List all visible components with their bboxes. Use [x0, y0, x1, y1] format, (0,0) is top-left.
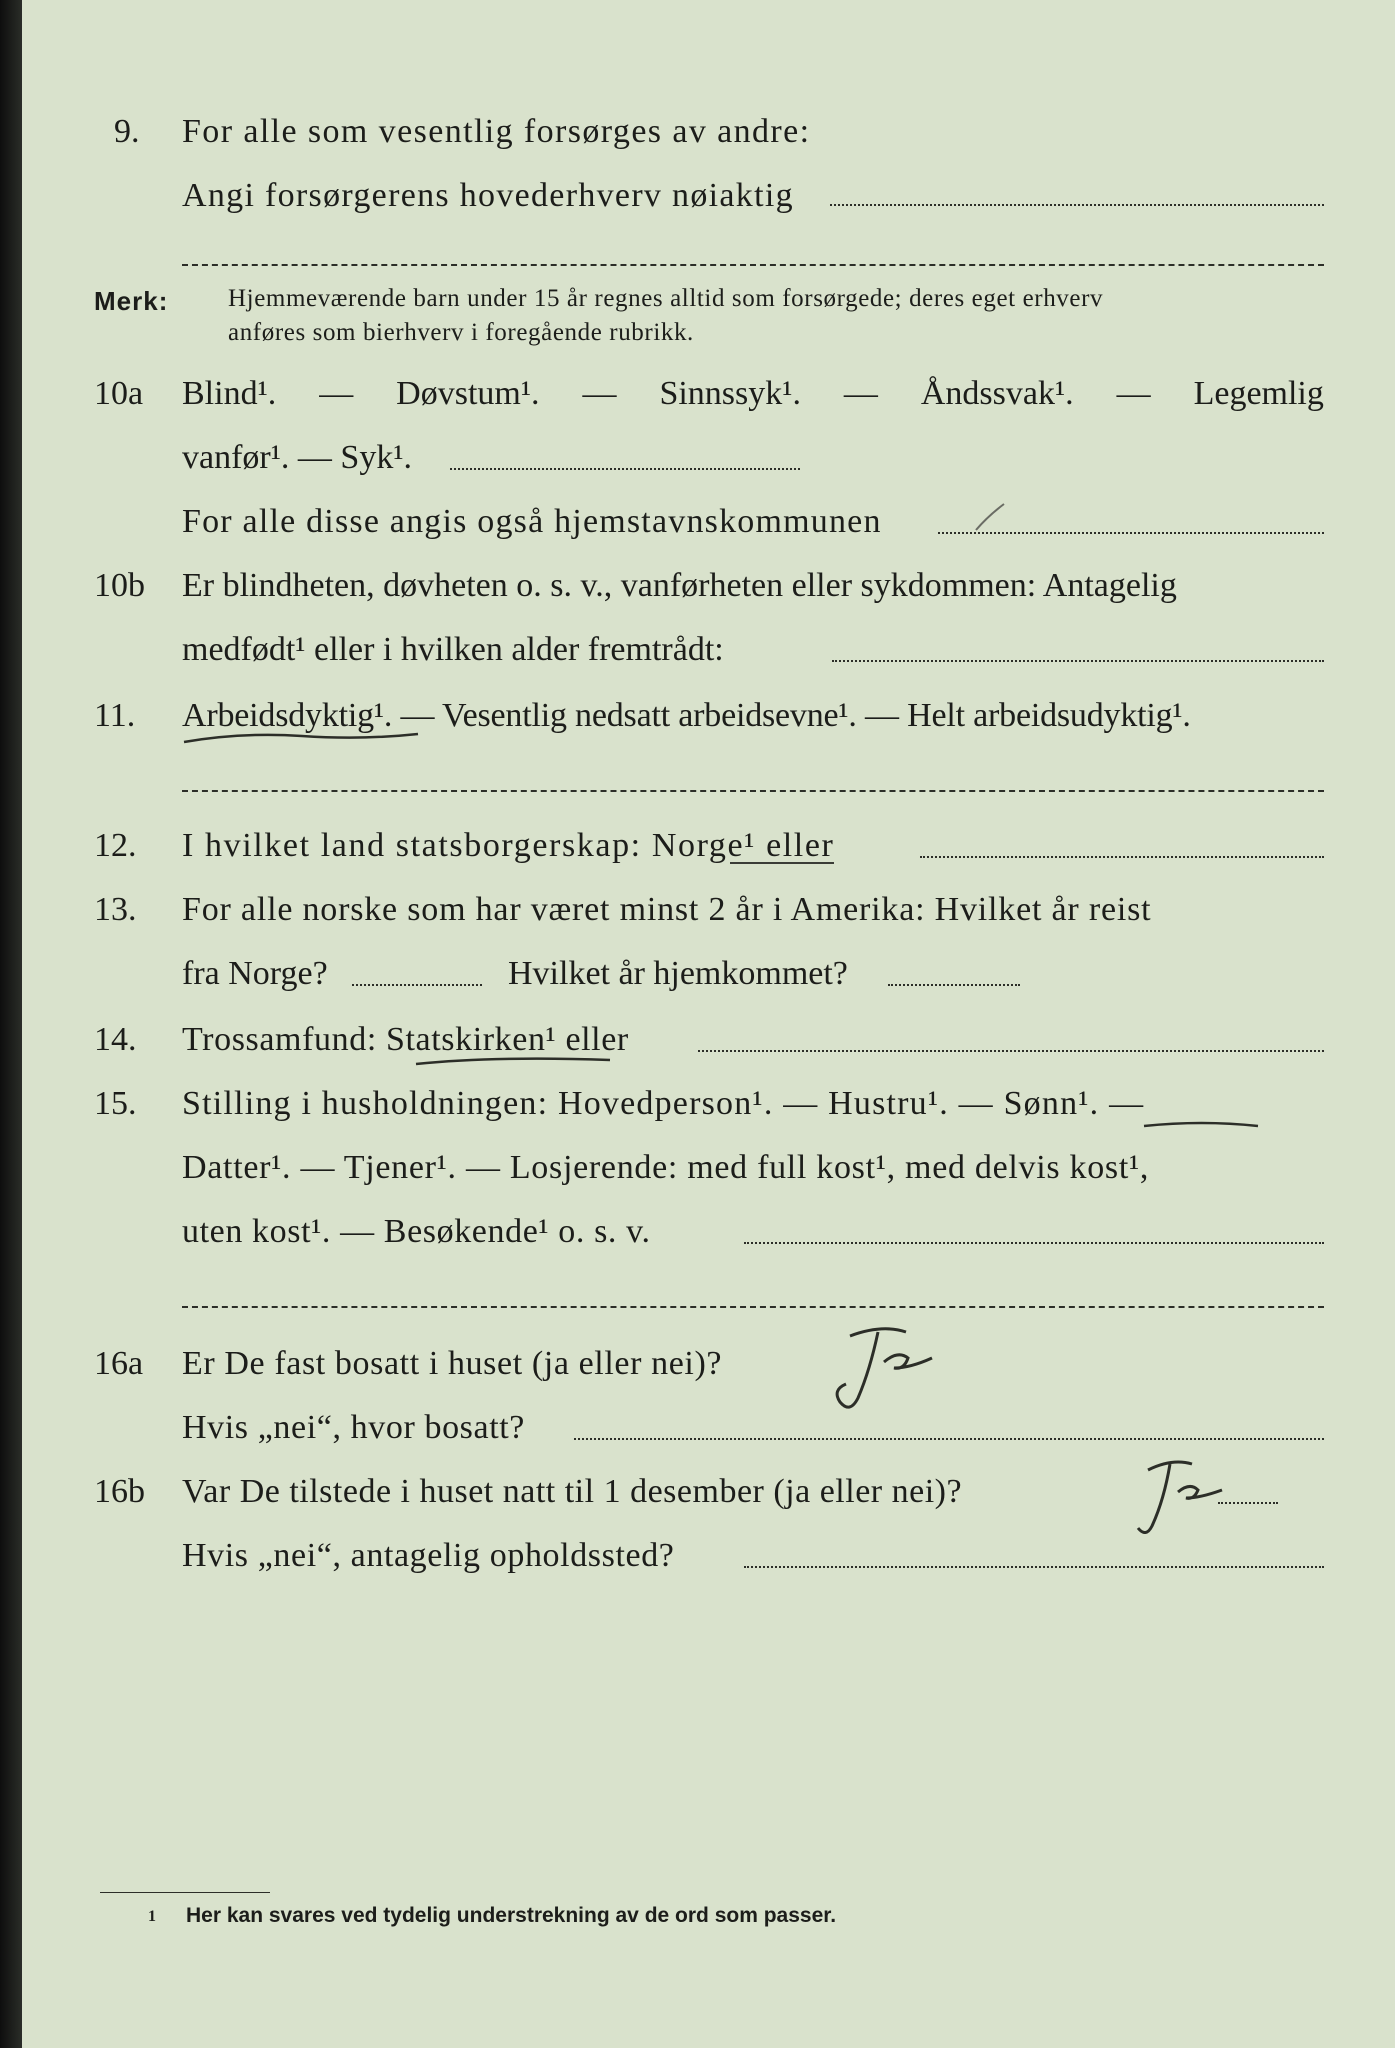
q13-line2b: Hvilket år hjemkommet?: [508, 955, 848, 992]
q12-line1: I hvilket land statsborgerskap: Norge¹ eller: [182, 827, 835, 864]
q11-line1: Arbeidsdyktig¹. — Vesentlig nedsatt arbeidsevne¹. — Helt arbeidsudyktig¹.: [182, 697, 1191, 734]
q15-handwritten-underline: [1142, 1116, 1262, 1136]
q11-answer-line[interactable]: [182, 790, 1324, 792]
q16b-answer-line[interactable]: [1218, 1502, 1278, 1504]
q14-number: 14.: [94, 1021, 137, 1058]
q16b-opholdssted-answer-line[interactable]: [744, 1566, 1324, 1568]
q10a-line2: vanfør¹. — Syk¹.: [182, 439, 413, 476]
q15-line1: Stilling i husholdningen: Hovedperson¹. — Hustru¹. — Sønn¹. —: [182, 1085, 1145, 1122]
q12-number: 12.: [94, 827, 137, 864]
q9-line2: Angi forsørgerens hovederhverv nøiaktig: [182, 177, 794, 214]
q10a-dovstum: Døvstum¹.: [396, 375, 540, 412]
q10b-line1: Er blindheten, døvheten o. s. v., vanførheten eller sykdommen: Antagelig: [182, 567, 1177, 604]
footnote-mark: 1: [148, 1908, 156, 1925]
q10b-answer-line[interactable]: [832, 660, 1324, 662]
merk-line2: anføres som bierhverv i foregående rubrikk.: [228, 319, 694, 346]
footnote-text: Her kan svares ved tydelig understrekning av de ord som passer.: [186, 1904, 837, 1927]
q10a-line1: [182, 374, 1324, 414]
q16a-answer-line[interactable]: [574, 1438, 1324, 1440]
q16b-line2: Hvis „nei“, antagelig opholdssted?: [182, 1537, 675, 1574]
q10a-sinnssyk: Sinnssyk¹.: [659, 375, 801, 412]
q9-number: 9.: [114, 113, 140, 150]
q10a-legemlig: Legemlig: [1193, 375, 1324, 412]
q10a-dash-4: —: [1116, 375, 1151, 412]
q10a-dash-3: —: [843, 375, 878, 412]
q15-line2: Datter¹. — Tjener¹. — Losjerende: med full kost¹, med delvis kost¹,: [182, 1149, 1150, 1186]
q12-answer-line[interactable]: [920, 856, 1324, 858]
q15-number: 15.: [94, 1085, 137, 1122]
q13-line2a: fra Norge?: [182, 955, 328, 992]
q16b-handwritten-answer: [1126, 1448, 1236, 1544]
q9-line1: For alle som vesentlig forsørges av andre:: [182, 113, 811, 150]
q13-line1: For alle norske som har været minst 2 år i Amerika: Hvilket år reist: [182, 891, 1152, 928]
q10b-number: 10b: [94, 567, 145, 604]
q9-answer-line[interactable]: [830, 204, 1324, 206]
q13-number: 13.: [94, 891, 137, 928]
q14-line1: Trossamfund: Statskirken¹ eller: [182, 1021, 629, 1058]
q16a-number: 16a: [94, 1345, 144, 1382]
q15-answer-line-2[interactable]: [182, 1306, 1324, 1308]
q16b-line1: Var De tilstede i huset natt til 1 desember (ja eller nei)?: [182, 1473, 963, 1510]
scan-edge: [0, 0, 22, 2048]
q12-norge-underline: [730, 862, 834, 864]
q11-number: 11.: [94, 697, 136, 734]
merk-line1: Hjemmeværende barn under 15 år regnes alltid som forsørgede; deres eget erhverv: [228, 285, 1104, 312]
merk-label: Merk:: [94, 286, 169, 316]
q10a-syk-answer-line[interactable]: [450, 468, 800, 470]
census-form-page: [22, 0, 1395, 2048]
q10a-dash-1: —: [319, 375, 354, 412]
q13-hjemkommet-answer-line[interactable]: [888, 984, 1020, 986]
q16a-line1: Er De fast bosatt i huset (ja eller nei)?: [182, 1345, 723, 1382]
q10a-blind: Blind¹.: [182, 375, 277, 412]
q16a-handwritten-answer: [822, 1318, 952, 1418]
q11-handwritten-underline: [182, 726, 422, 750]
q13-reist-answer-line[interactable]: [352, 984, 482, 986]
q16a-line2: Hvis „nei“, hvor bosatt?: [182, 1409, 525, 1446]
footnote-rule: [100, 1892, 270, 1893]
q10a-pen-mark: [972, 500, 1012, 536]
q15-line3: uten kost¹. — Besøkende¹ o. s. v.: [182, 1213, 651, 1250]
q10a-andssvak: Åndssvak¹.: [920, 375, 1074, 412]
q14-handwritten-underline: [414, 1052, 614, 1072]
q16b-number: 16b: [94, 1473, 145, 1510]
q14-answer-line[interactable]: [698, 1050, 1324, 1052]
q10a-line3: For alle disse angis også hjemstavnskommunen: [182, 503, 882, 540]
q15-answer-line[interactable]: [744, 1242, 1324, 1244]
q10a-number: 10a: [94, 375, 144, 412]
q10b-line2: medfødt¹ eller i hvilken alder fremtrådt:: [182, 631, 724, 668]
q10a-dash-2: —: [582, 375, 617, 412]
q9-answer-line-2[interactable]: [182, 264, 1324, 266]
